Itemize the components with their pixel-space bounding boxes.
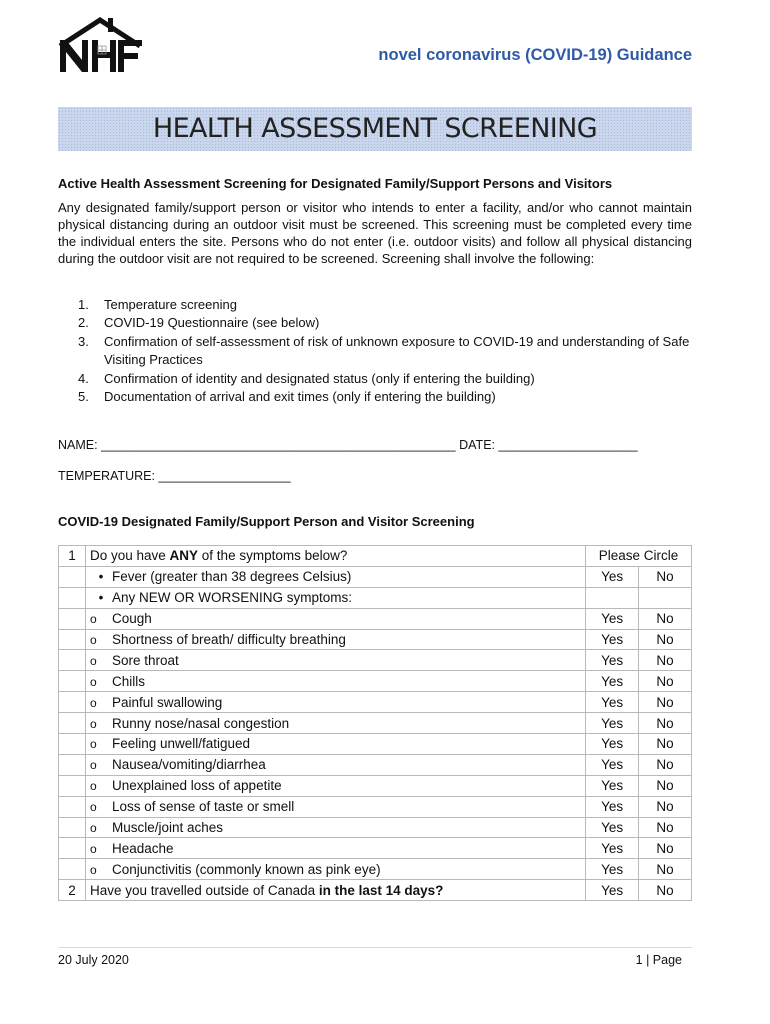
symptom-item xyxy=(85,713,585,734)
guidance-title: novel coronavirus (COVID-19) Guidance xyxy=(378,46,692,64)
symptom-item xyxy=(85,796,585,817)
no-option[interactable]: No xyxy=(639,608,692,629)
table-row xyxy=(59,754,692,775)
table-row xyxy=(59,587,692,608)
symptom-label: Unexplained loss of appetite xyxy=(111,778,282,794)
yes-option[interactable]: Yes xyxy=(586,859,639,880)
symptom-item xyxy=(85,817,585,838)
symptom-label: Cough xyxy=(111,611,152,627)
circle-bullet-icon: o xyxy=(89,653,97,668)
no-option[interactable]: No xyxy=(639,796,692,817)
table-row xyxy=(59,775,692,796)
list-item: 5. Documentation of arrival and exit times (only if entering the building) xyxy=(78,389,496,405)
house-logo xyxy=(54,16,146,76)
symptom-label: Nausea/vomiting/diarrhea xyxy=(111,757,266,773)
symptom-item xyxy=(85,775,585,796)
symptom-item xyxy=(85,859,585,880)
no-option[interactable]: No xyxy=(639,734,692,755)
yes-option[interactable]: Yes xyxy=(586,713,639,734)
no-option[interactable]: No xyxy=(639,650,692,671)
circle-bullet-icon: o xyxy=(89,633,97,647)
table-row xyxy=(59,838,692,859)
no-option[interactable]: No xyxy=(639,775,692,796)
symptom-item xyxy=(85,629,585,650)
no-option[interactable]: No xyxy=(639,629,692,650)
symptom-label: Conjunctivitis (commonly known as pink eye) xyxy=(111,861,381,877)
symptom-item xyxy=(85,671,585,692)
symptom-label: Chills xyxy=(111,673,145,689)
no-option[interactable]: No xyxy=(639,566,692,587)
no-option[interactable]: No xyxy=(639,754,692,775)
name-date-line xyxy=(58,438,638,452)
symptom-label: Painful swallowing xyxy=(111,694,223,710)
circle-bullet-icon: o xyxy=(89,779,97,794)
list-item: 3. Confirmation of self-assessment of risk of unknown exposure to COVID-19 and understanding of Safe Visiting Practices xyxy=(78,333,690,368)
no-option[interactable]: No xyxy=(639,880,692,901)
table-row xyxy=(59,608,692,629)
intro-paragraph: Any designated family/support person or visitor who intends to enter a facility, and/or who cannot maintain physical distancing during an outdoor visit must be screened. This screening must be completed every time the individual enters the site. Persons who do not enter (i.e. outdoor visits) and follow all physical distancing during the outdoor visit are not required to be screened. Screening shall involve the following: xyxy=(58,200,692,266)
circle-bullet-icon: o xyxy=(89,862,97,877)
question-number: 2 xyxy=(59,880,86,901)
table-row xyxy=(59,880,692,901)
no-option[interactable]: No xyxy=(639,671,692,692)
no-option[interactable]: No xyxy=(639,859,692,880)
symptom-label: Shortness of breath/ difficulty breathing xyxy=(111,632,346,647)
circle-bullet-icon: o xyxy=(89,800,97,815)
screening-steps-list xyxy=(78,296,692,406)
question-number: 1 xyxy=(59,546,86,567)
list-item: 2. COVID-19 Questionnaire (see below) xyxy=(78,315,320,331)
symptom-item xyxy=(85,754,585,775)
yes-option[interactable]: Yes xyxy=(586,817,639,838)
yes-option[interactable]: Yes xyxy=(586,880,639,901)
circle-bullet-icon: o xyxy=(89,821,97,836)
no-option[interactable]: No xyxy=(639,838,692,859)
temperature-field[interactable]: ___________________ xyxy=(158,469,291,483)
symptom-item xyxy=(85,692,585,713)
question-text: Have you travelled outside of Canada in the last 14 days? xyxy=(85,880,585,901)
yes-option[interactable]: Yes xyxy=(586,796,639,817)
please-circle-header: Please Circle xyxy=(586,546,692,567)
symptom-label: Loss of sense of taste or smell xyxy=(111,799,295,815)
table-row xyxy=(59,734,692,755)
yes-option[interactable]: Yes xyxy=(586,734,639,755)
temperature-line xyxy=(58,469,291,483)
circle-bullet-icon: o xyxy=(89,841,97,856)
question-text: Do you have ANY of the symptoms below? xyxy=(85,546,585,567)
circle-bullet-icon: o xyxy=(89,612,97,627)
yes-option[interactable]: Yes xyxy=(586,650,639,671)
yes-option[interactable]: Yes xyxy=(586,566,639,587)
circle-bullet-icon: o xyxy=(89,737,97,752)
table-row xyxy=(59,566,692,587)
date-field[interactable]: ____________________ xyxy=(498,438,638,452)
title-banner xyxy=(58,107,692,151)
table-row xyxy=(59,859,692,880)
yes-option[interactable]: Yes xyxy=(586,692,639,713)
symptom-label: Runny nose/nasal congestion xyxy=(111,715,290,731)
yes-option[interactable]: Yes xyxy=(586,838,639,859)
no-option[interactable]: No xyxy=(639,713,692,734)
name-label: NAME: xyxy=(58,438,98,452)
table-row xyxy=(59,713,692,734)
symptom-item xyxy=(85,608,585,629)
table-row xyxy=(59,817,692,838)
symptom-fever: • Fever (greater than 38 degrees Celsius) xyxy=(85,566,585,587)
symptom-label: Headache xyxy=(111,840,174,856)
name-field[interactable]: ___________________________________________________ xyxy=(101,438,456,452)
screening-table xyxy=(58,545,692,901)
symptom-label: Sore throat xyxy=(111,652,179,668)
new-symptoms-label: • Any NEW OR WORSENING symptoms: xyxy=(85,587,585,608)
yes-option[interactable]: Yes xyxy=(586,629,639,650)
table-row xyxy=(59,546,692,567)
circle-bullet-icon: o xyxy=(89,758,97,773)
symptom-label: Feeling unwell/fatigued xyxy=(111,736,251,752)
letter-n xyxy=(60,40,88,72)
intro-heading: Active Health Assessment Screening for Designated Family/Support Persons and Visitors xyxy=(58,176,613,191)
date-label: DATE: xyxy=(459,438,496,452)
circle-bullet-icon: o xyxy=(89,674,97,689)
symptom-item xyxy=(85,734,585,755)
table-row xyxy=(59,796,692,817)
circle-bullet-icon: o xyxy=(89,695,97,710)
symptom-item xyxy=(85,650,585,671)
yes-option[interactable]: Yes xyxy=(586,754,639,775)
letter-h xyxy=(92,40,116,72)
footer-divider xyxy=(58,947,692,948)
yes-option[interactable]: Yes xyxy=(586,671,639,692)
screening-heading: COVID-19 Designated Family/Support Person and Visitor Screening xyxy=(58,514,475,529)
footer-date: 20 July 2020 xyxy=(58,953,129,967)
yes-option[interactable]: Yes xyxy=(586,775,639,796)
symptom-label: Muscle/joint aches xyxy=(111,820,224,836)
no-option[interactable]: No xyxy=(639,817,692,838)
table-row xyxy=(59,629,692,650)
no-option[interactable]: No xyxy=(639,692,692,713)
table-row xyxy=(59,671,692,692)
temperature-label: TEMPERATURE: xyxy=(58,469,155,483)
symptom-item xyxy=(85,838,585,859)
page-title: HEALTH ASSESSMENT SCREENING xyxy=(152,113,598,144)
circle-bullet-icon: o xyxy=(89,716,97,731)
table-row xyxy=(59,650,692,671)
list-item: 1. Temperature screening xyxy=(78,297,237,312)
yes-option[interactable]: Yes xyxy=(586,608,639,629)
page-number: 1 | Page xyxy=(635,953,682,967)
letter-f xyxy=(118,40,142,72)
table-row xyxy=(59,692,692,713)
list-item: 4. Confirmation of identity and designated status (only if entering the building) xyxy=(78,370,535,386)
